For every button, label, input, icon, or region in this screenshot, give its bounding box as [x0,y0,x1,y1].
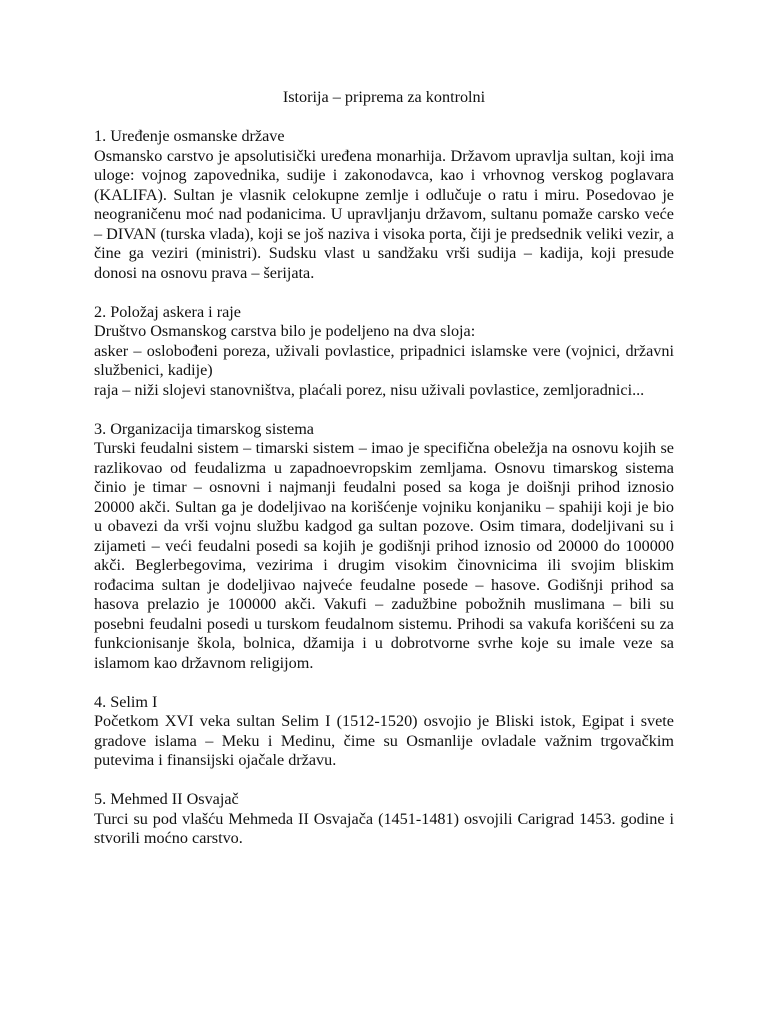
section-paragraph: Početkom XVI veka sultan Selim I (1512-1520) osvojio je Bliski istok, Egipat i svete gradove islama – Meku i Medinu, čime su Osmanlije ovladale važnim trgovačkim putevima i finansijski ojačale državu. [94,712,674,769]
section-paragraph-asker: asker – oslobođeni poreza, uživali povlastice, pripadnici islamske vere (vojnici, državni službenici, kadije) [94,341,674,379]
section-paragraph: Društvo Osmanskog carstva bilo je podeljeno na dva sloja: [94,322,476,340]
section-heading: 1. Uređenje osmanske države [94,127,285,145]
section-heading: 5. Mehmed II Osvajač [94,790,239,808]
section-uredjenje [94,127,674,283]
section-paragraph: Turci su pod vlašću Mehmeda II Osvajača (1451-1481) osvojili Carigrad 1453. godine i stvorili moćno carstvo. [94,809,674,847]
section-heading: 3. Organizacija timarskog sistema [94,419,314,438]
section-heading: 4. Selim I [94,692,158,711]
section-paragraph: Osmansko carstvo je apsolutisički uređena monarhija. Državom upravlja sultan, koji ima uloge: vojnog zapovednika, sudije i zakonodavca, kao i vrhovnog verskog poglavara (KALIFA). Sultan je vlasnik celokupne zemlje i odlučuje o ratu i miru. Posedovao je neograničenu moć nad podanicima. U upravljanju državom, sultanu pomaže carsko veće – DIVAN (turska vlada), koji se još naziva i visoka porta, čiji je predsednik veliki vezir, a čine ga veziri (ministri). Sudsku vlast u sandžaku vrši sudija – kadija, koji presude donosi na osnovu prava – šerijata. [94,146,674,282]
section-timarski-sistem [94,420,674,674]
section-mehmed [94,790,674,849]
section-selim [94,693,674,771]
document-page [94,88,674,868]
section-heading: 2. Položaj askera i raje [94,302,241,321]
document-title: Istorija – priprema za kontrolni [282,88,486,106]
section-askeri-raja [94,303,674,401]
section-paragraph: Turski feudalni sistem – timarski sistem – imao je specifična obeležja na osnovu kojih se razlikovao od feudalizma u zapadnoevropskim zemljama. Osnovu timarskog sistema činio je timar – osnovni i najmanji feudalni posed sa koga je doišnji prihod iznosio 20000 akči. Sultan ga je dodeljivao na korišćenje vojniku konjaniku – spahiji koji je bio u obavezi da vrši vojnu službu kadgod ga sultan pozove. Osim timara, dodeljivani su i zijameti – veći feudalni posedi sa kojih je godišnji prihod iznosio od 20000 do 100000 akči. Beglerbegovima, vezirima i drugim visokim činovnicima ili svojim bliskim rođacima sultan je dodeljivao najveće feudalne posede – hasove. Godišnji prihod sa hasova prelazio je 100000 akči. Vakufi – zadužbine pobožnih muslimana – bili su posebni feudalni posedi u turskom feudalnom sistemu. Prihodi sa vakufa korišćeni su za funkcionisanje škola, bolnica, džamija i u dobrotvorne svrhe koje su imale veze sa islamom kao državnom religijom. [94,439,674,672]
section-paragraph-raja: raja – niži slojevi stanovništva, plaćali porez, nisu uživali povlastice, zemljoradnici... [94,380,645,399]
